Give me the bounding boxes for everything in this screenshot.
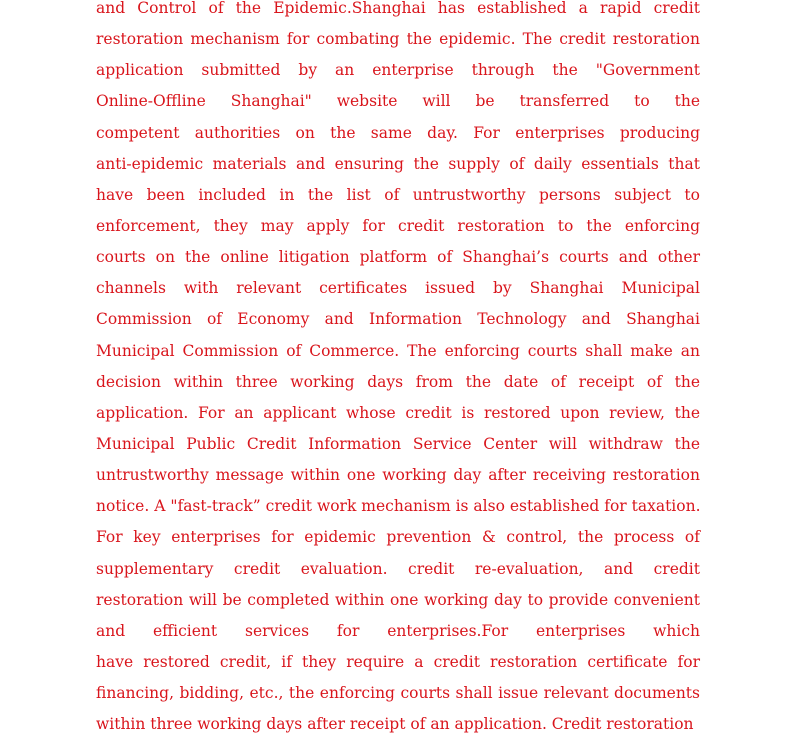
text-line: Municipal Commission of Commerce. The enforcing courts shall make an	[96, 341, 700, 360]
text-line: competent authorities on the same day. For enterprises producing	[96, 123, 700, 142]
text-line: enforcement, they may apply for credit restoration to the enforcing	[96, 216, 700, 235]
text-line: restoration mechanism for combating the epidemic. The credit restoration	[96, 30, 700, 49]
text-line: Online-Offline Shanghai" website will be transferred to the	[96, 92, 700, 111]
text-line: application submitted by an enterprise through the "Government	[96, 61, 700, 80]
text-line: supplementary credit evaluation. credit re-evaluation, and credit	[96, 559, 700, 578]
text-line: application. For an applicant whose credit is restored upon review, the	[96, 403, 700, 422]
text-line: Commission of Economy and Information Technology and Shanghai	[96, 310, 700, 329]
text-line: For key enterprises for epidemic prevention & control, the process of	[96, 528, 700, 547]
text-line: untrustworthy message within one working day after receiving restoration	[96, 466, 700, 485]
text-line: anti-epidemic materials and ensuring the supply of daily essentials that	[96, 154, 700, 173]
text-line: Municipal Public Credit Information Service Center will withdraw the	[96, 434, 700, 453]
text-line: decision within three working days from the date of receipt of the	[96, 372, 700, 391]
text-line: notice. A "fast-track” credit work mechanism is also established for taxation.	[96, 497, 701, 516]
body-text	[96, 0, 700, 738]
text-line: financing, bidding, etc., the enforcing courts shall issue relevant documents	[96, 684, 700, 703]
text-line: have restored credit, if they require a credit restoration certificate for	[96, 652, 700, 671]
text-line: within three working days after receipt of an application. Credit restoration	[96, 715, 694, 734]
text-line: and efficient services for enterprises.For enterprises which	[96, 621, 700, 640]
text-line: and Control of the Epidemic.Shanghai has established a rapid credit	[96, 0, 700, 17]
text-line: channels with relevant certificates issued by Shanghai Municipal	[96, 279, 700, 298]
text-line: restoration will be completed within one working day to provide convenient	[96, 590, 700, 609]
text-line: have been included in the list of untrustworthy persons subject to	[96, 185, 700, 204]
text-line: courts on the online litigation platform of Shanghai’s courts and other	[96, 248, 700, 267]
